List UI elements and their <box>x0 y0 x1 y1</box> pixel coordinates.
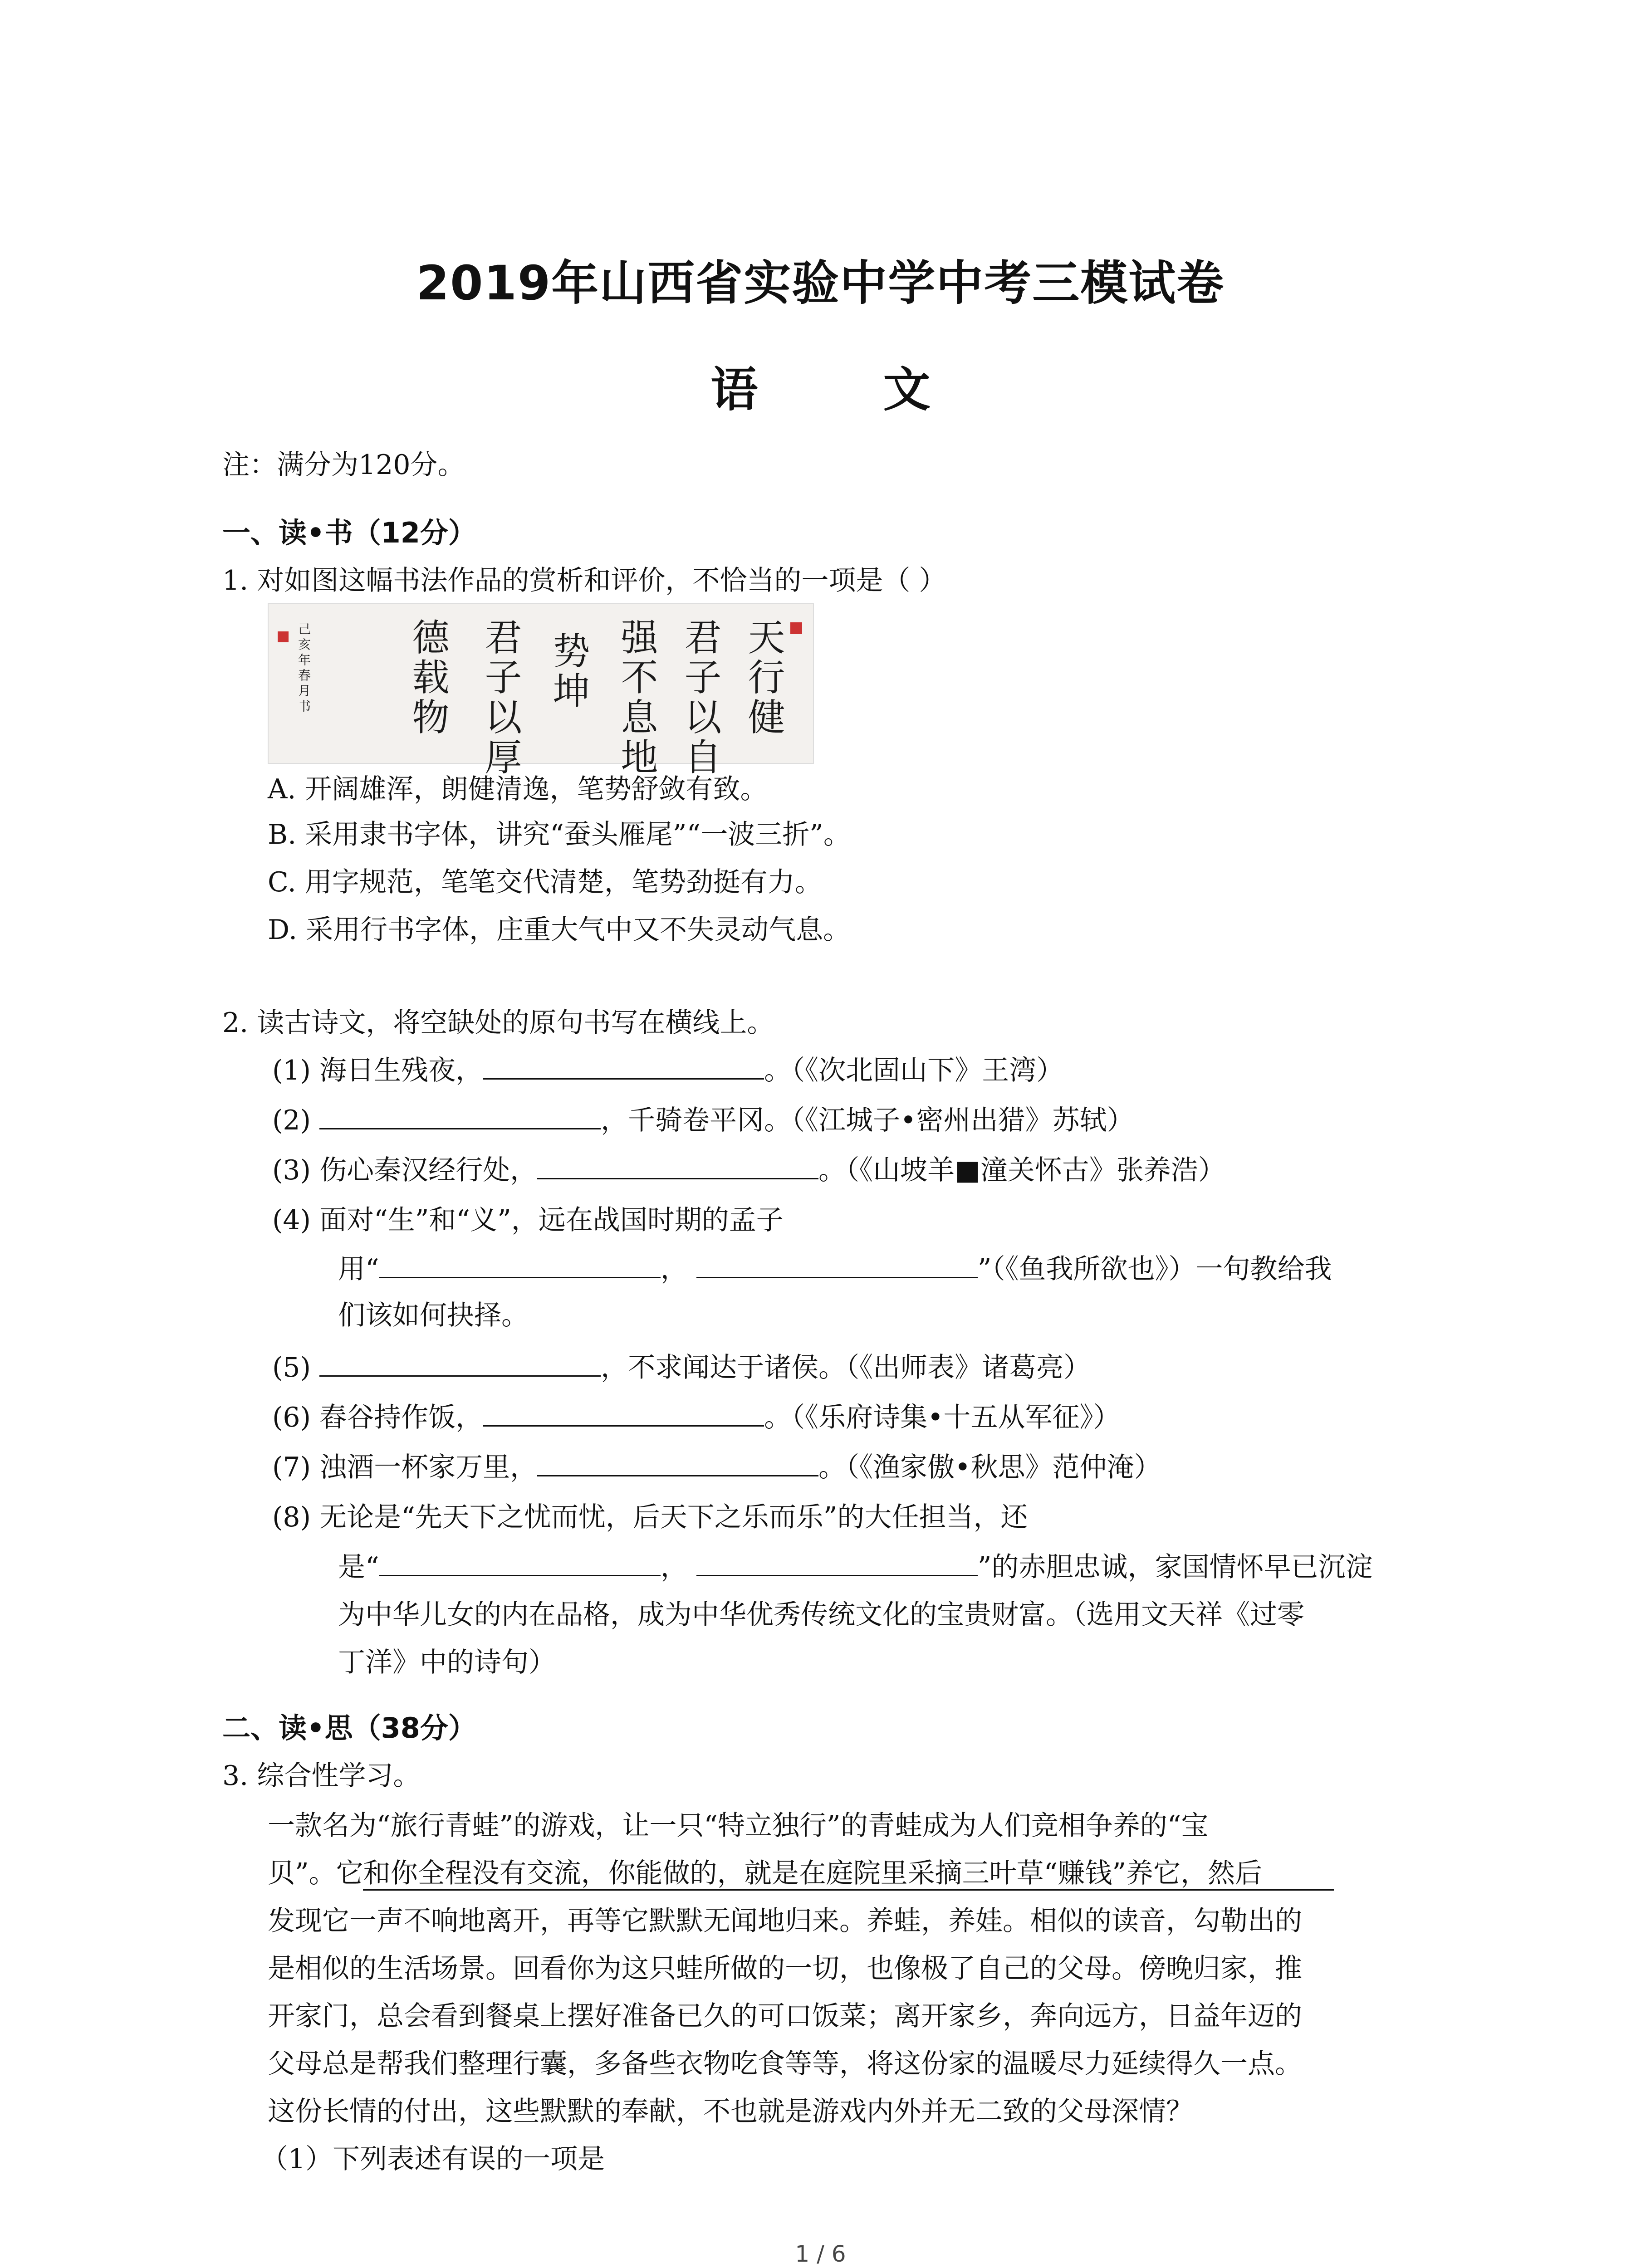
q1-stem: 1. 对如图这幅书法作品的赏析和评价，不恰当的一项是（ ） <box>222 565 946 596</box>
answer-blank[interactable] <box>537 1153 818 1179</box>
calligraphy-image <box>268 603 814 777</box>
answer-blank[interactable] <box>379 1549 661 1576</box>
q2-item-line: 用“ ， ”（《鱼我所欲也》）一句教给我 <box>338 1251 1332 1287</box>
q3-stem: 3. 综合性学习。 <box>222 1760 421 1792</box>
subject-title: 语 文 <box>710 362 985 417</box>
section1-heading: 一、读•书（12分） <box>222 516 476 549</box>
q2-stem: 2. 读古诗文，将空缺处的原句书写在横线上。 <box>222 1007 774 1039</box>
answer-blank[interactable] <box>483 1053 764 1080</box>
q2-item: (6) 舂谷持作饭， 。（《乐府诗集•十五从军征》） <box>272 1399 1120 1436</box>
exam-title: 2019年山西省实验中学中考三模试卷 <box>416 255 1225 311</box>
q2-item: (7) 浊酒一杯家万里， 。（《渔家傲•秋思》范仲淹） <box>272 1449 1161 1486</box>
answer-blank[interactable] <box>696 1549 978 1576</box>
answer-blank[interactable] <box>483 1400 764 1427</box>
answer-blank[interactable] <box>379 1251 661 1278</box>
q3-subquestion: （1）下列表述有误的一项是 <box>261 2143 605 2175</box>
q2-item-line: 为中华儿女的内在品格，成为中华优秀传统文化的宝贵财富。（选用文天祥《过零 <box>338 1599 1304 1631</box>
seal-stamp <box>278 631 289 642</box>
q1-option-c: C. 用字规范，笔笔交代清楚，笔势劲挺有力。 <box>268 866 822 898</box>
calligraphy-column: 德载物 <box>406 618 449 738</box>
score-note: 注：满分为120分。 <box>222 449 465 481</box>
q3-paragraph-line: 是相似的生活场景。回看你为这只蛙所做的一切，也像极了自己的父母。傍晚归家，推 <box>268 1953 1302 1984</box>
q2-item: (5) ，不求闻达于诸侯。（《出师表》诸葛亮） <box>272 1349 1091 1386</box>
calligraphy-column: 势坤 <box>547 631 590 711</box>
q3-paragraph-line: 父母总是帮我们整理行囊，多备些衣物吃食等等，将这份家的温暖尽力延续得久一点。 <box>268 2048 1302 2080</box>
q2-item-line: 是“ ， ”的赤胆忠诚，家国情怀早已沉淀 <box>338 1549 1372 1585</box>
q1-option-b: B. 采用隶书字体，讲究“蚕头雁尾”“一波三折”。 <box>268 819 851 850</box>
q1-option-a: A. 开阔雄浑，朗健清逸，笔势舒敛有致。 <box>268 773 768 805</box>
q2-item: (3) 伤心秦汉经行处， 。（《山坡羊■潼关怀古》张养浩） <box>272 1152 1225 1188</box>
calligraphy-column: 君子以厚 <box>479 618 522 777</box>
q2-item: (4) 面对“生”和“义”，远在战国时期的孟子 <box>272 1204 784 1236</box>
answer-blank[interactable] <box>537 1450 818 1476</box>
q3-paragraph-line: 开家门，总会看到餐桌上摆好准备已久的可口饭菜；离开家乡，奔向远方，日益年迈的 <box>268 2000 1302 2032</box>
q2-item-line: 丁洋》中的诗句） <box>338 1647 556 1678</box>
text-underline <box>363 1889 1334 1891</box>
q2-item: (8) 无论是“先天下之忧而忧，后天下之乐而乐”的大任担当，还 <box>272 1501 1028 1533</box>
q2-item: (1) 海日生残夜， 。（《次北固山下》王湾） <box>272 1052 1063 1089</box>
calligraphy-column: 强不息地 <box>615 618 658 777</box>
answer-blank[interactable] <box>319 1103 601 1129</box>
section2-heading: 二、读•思（38分） <box>222 1711 476 1745</box>
answer-blank[interactable] <box>319 1350 601 1377</box>
q3-paragraph-line: 一款名为“旅行青蛙”的游戏，让一只“特立独行”的青蛙成为人们竞相争养的“宝 <box>268 1810 1209 1842</box>
seal-stamp <box>790 622 802 634</box>
q2-item: (2) ，千骑卷平冈。（《江城子•密州出猎》苏轼） <box>272 1102 1134 1139</box>
calligraphy-inscription: 己亥年春月书 <box>296 622 311 715</box>
calligraphy-column: 君子以自 <box>678 618 721 777</box>
calligraphy-column: 天行健 <box>742 618 785 738</box>
page-number: 1 / 6 <box>795 2241 846 2267</box>
q3-paragraph-line: 贝”。它和你全程没有交流，你能做的，就是在庭院里采摘三叶草“赚钱”养它，然后 <box>268 1857 1263 1889</box>
q3-paragraph-line: 这份长情的付出，这些默默的奉献，不也就是游戏内外并无二致的父母深情？ <box>268 2096 1193 2127</box>
q2-item-line: 们该如何抉择。 <box>338 1300 529 1331</box>
q3-paragraph-line: 发现它一声不响地离开，再等它默默无闻地归来。养蛙，养娃。相似的读音，勾勒出的 <box>268 1905 1302 1937</box>
q1-option-d: D. 采用行书字体，庄重大气中又不失灵动气息。 <box>268 914 851 946</box>
answer-blank[interactable] <box>696 1251 978 1278</box>
